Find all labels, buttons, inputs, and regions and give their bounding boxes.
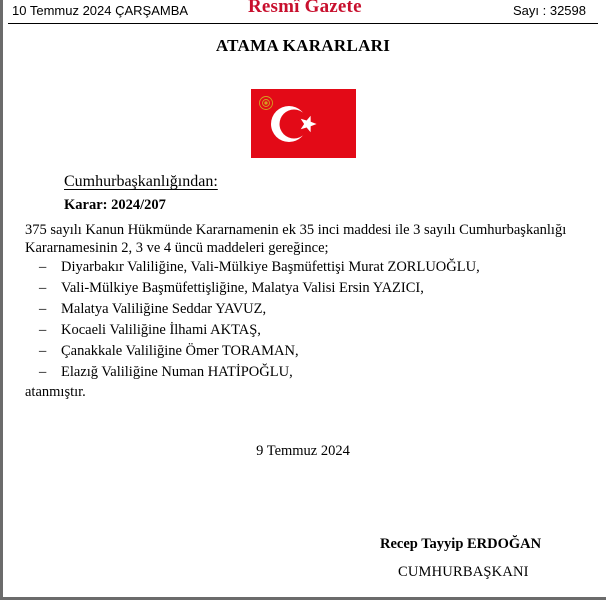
appointment-list — [39, 258, 480, 384]
decision-body: 375 sayılı Kanun Hükmünde Kararnamenin ek 35 inci maddesi ile 3 sayılı Cumhurbaşkanlığı Kararnamesinin 2, 3 ve 4 üncü maddeleri gereğince; — [25, 222, 567, 256]
appointment-text: Kocaeli Valiliğine İlhami AKTAŞ, — [61, 322, 261, 338]
window-left-border — [0, 0, 3, 600]
header-divider — [8, 23, 598, 24]
appointment-text: Malatya Valiliğine Seddar YAVUZ, — [61, 301, 267, 317]
appointment-text: Vali-Mülkiye Başmüfettişliğine, Malatya Valisi Ersin YAZICI, — [61, 280, 424, 296]
list-dash: – — [39, 259, 47, 275]
appointment-item — [39, 279, 480, 300]
appointment-item — [39, 321, 480, 342]
list-dash: – — [39, 322, 47, 338]
appointment-item — [39, 363, 480, 384]
list-dash: – — [39, 301, 47, 317]
list-dash: – — [39, 280, 47, 296]
list-dash: – — [39, 343, 47, 359]
list-dash: – — [39, 364, 47, 380]
gazette-title: Resmî Gazete — [248, 0, 362, 17]
signer-name: Recep Tayyip ERDOĞAN — [380, 536, 542, 552]
appointment-text: Çanakkale Valiliğine Ömer TORAMAN, — [61, 343, 299, 359]
turkish-flag-image — [251, 89, 356, 158]
appointment-item — [39, 342, 480, 363]
issuing-authority: Cumhurbaşkanlığından: — [64, 173, 218, 190]
header-date: 10 Temmuz 2024 ÇARŞAMBA — [12, 3, 189, 18]
issue-number: Sayı : 32598 — [513, 3, 586, 18]
section-title: ATAMA KARARLARI — [215, 36, 391, 55]
appointment-item — [39, 300, 480, 321]
appointment-text: Diyarbakır Valiliğine, Vali-Mülkiye Başmüfettişi Murat ZORLUOĞLU, — [61, 259, 480, 275]
gazette-header — [0, 0, 606, 26]
appointment-item — [39, 258, 480, 279]
closing-text: atanmıştır. — [25, 384, 86, 400]
decision-number: Karar: 2024/207 — [64, 197, 166, 213]
signer-title: CUMHURBAŞKANI — [398, 564, 529, 580]
appointment-text: Elazığ Valiliğine Numan HATİPOĞLU, — [61, 364, 293, 380]
signature-date: 9 Temmuz 2024 — [256, 443, 350, 459]
